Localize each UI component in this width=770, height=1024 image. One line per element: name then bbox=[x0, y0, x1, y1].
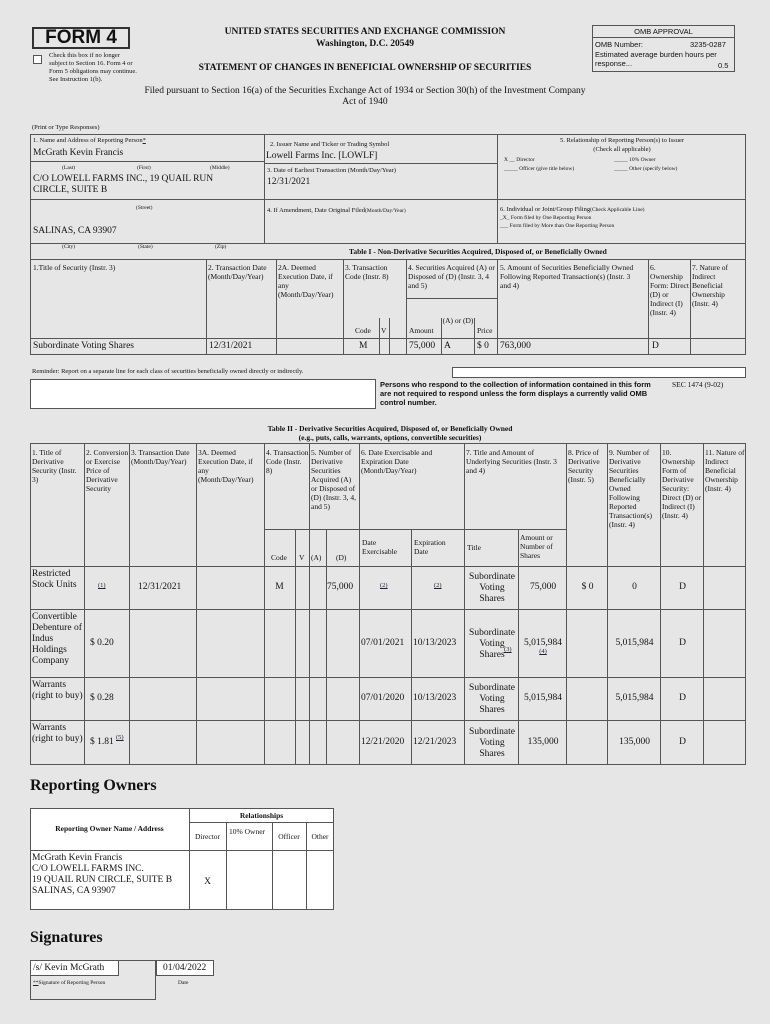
t2-h-title: Title bbox=[467, 543, 481, 552]
t1-row-date: 12/31/2021 bbox=[209, 341, 253, 351]
t2-row-deriv-price: $ 0 bbox=[581, 582, 594, 592]
first-label: (First) bbox=[137, 165, 151, 171]
t2-row-price-footnote: (1) bbox=[98, 582, 106, 589]
signature-date-label: Date bbox=[178, 980, 189, 986]
t2-row-owned: 5,015,984 bbox=[615, 638, 654, 648]
last-label: (Last) bbox=[62, 165, 76, 171]
t1-h-code: Code bbox=[355, 326, 371, 335]
owner-officer-header: Officer bbox=[278, 832, 300, 841]
owner-ten-pct-header: 10% Owner bbox=[229, 827, 266, 836]
t1-row-form: D bbox=[652, 341, 659, 351]
t2-row-fn-under: (3) bbox=[504, 646, 512, 653]
box6-label: 6. Individual or Joint/Group Filing(Check Applicable Line) bbox=[500, 206, 645, 213]
t2-h5: 5. Number of Derivative Securities Acquired (A) or Disposed of (D) (Instr. 3, 4, and 5) bbox=[311, 448, 356, 511]
t2-row-amount: 5,015,984 bbox=[524, 638, 562, 648]
t2-row-owned: 135,000 bbox=[619, 737, 650, 747]
t2-row-date-ex: 12/21/2020 bbox=[361, 737, 405, 747]
signature-label: **Signature of Reporting Person bbox=[33, 980, 106, 986]
state-label: (State) bbox=[138, 244, 153, 250]
t2-row-price: $ 0.28 bbox=[90, 693, 114, 703]
reporting-owners-heading: Reporting Owners bbox=[30, 777, 157, 794]
t2-row-form: D bbox=[679, 693, 686, 703]
box5-sub: (Check all applicable) bbox=[593, 146, 651, 153]
t1-h-amount: Amount bbox=[409, 326, 434, 335]
t2-row-form: D bbox=[679, 737, 686, 747]
box2-label: 2. Issuer Name and Ticker or Trading Symbol bbox=[270, 141, 390, 148]
omb-number-label: OMB Number: bbox=[595, 40, 643, 49]
form-name-box: FORM 4 bbox=[32, 27, 130, 49]
t2-row-underlying: Subordinate Voting Shares bbox=[469, 628, 515, 660]
omb-burden-label: Estimated average burden hours per response... bbox=[595, 50, 717, 68]
t2-row-underlying: Subordinate Voting Shares bbox=[469, 572, 515, 604]
filing-option-two[interactable]: ___ Form filed by More than One Reporting Person bbox=[500, 223, 615, 229]
t1-h7: 7. Nature of Indirect Beneficial Ownership (Instr. 4) bbox=[692, 263, 729, 308]
owner-name-address: McGrath Kevin Francis C/O LOWELL FARMS INC. 19 QUAIL RUN CIRCLE, SUITE B SALINAS, CA 93907 bbox=[32, 853, 173, 896]
omb-burden-value: 0.5 bbox=[718, 61, 729, 70]
reporting-person-city: SALINAS, CA 93907 bbox=[33, 226, 117, 236]
t2-h9: 9. Number of Derivative Securities Beneficially Owned Following Reported Transaction(s) (Instr. 4) bbox=[609, 448, 653, 529]
t1-h5: 5. Amount of Securities Beneficially Owned Following Reported Transaction(s) (Instr. 3 and 4) bbox=[500, 263, 634, 290]
t2-h3a: 3A. Deemed Execution Date, if any (Month/Day/Year) bbox=[198, 448, 254, 484]
agency-title: UNITED STATES SECURITIES AND EXCHANGE COMMISSION bbox=[224, 27, 506, 37]
t2-row-d: 75,000 bbox=[327, 582, 354, 592]
officer-check[interactable]: _____ Officer (give title below) bbox=[504, 166, 575, 172]
statement-title: STATEMENT OF CHANGES IN BENEFICIAL OWNERSHIP OF SECURITIES bbox=[198, 63, 532, 73]
city-label: (City) bbox=[62, 244, 76, 250]
t1-row-title: Subordinate Voting Shares bbox=[33, 341, 134, 351]
t2-row-date: 12/31/2021 bbox=[138, 582, 182, 592]
t2-h4: 4. Transaction Code (Instr. 8) bbox=[266, 448, 309, 475]
t2-row-owned: 5,015,984 bbox=[615, 693, 654, 703]
t2-row-title: Warrants (right to buy) bbox=[32, 680, 83, 701]
table2-title: Table II - Derivative Securities Acquired, Disposed of, or Beneficially Owned bbox=[267, 424, 513, 433]
box1-label: 1. Name and Address of Reporting Person* bbox=[33, 137, 146, 144]
t2-h-d: (D) bbox=[336, 553, 347, 562]
t2-row-fn-amount: (4) bbox=[539, 648, 547, 655]
t2-h-a: (A) bbox=[311, 553, 322, 562]
t2-h-amount-shares: Amount or Number of Shares bbox=[520, 533, 553, 560]
sec-number: SEC 1474 (9-02) bbox=[672, 380, 724, 389]
t2-row-code: M bbox=[275, 582, 284, 592]
t1-row-amount: 75,000 bbox=[409, 341, 436, 351]
t2-row-underlying: Subordinate Voting Shares bbox=[469, 683, 515, 715]
t2-h10: 10. Ownership Form of Derivative Security: Direct (D) or Indirect (I) (Instr. 4) bbox=[662, 448, 702, 520]
t2-h11: 11. Nature of Indirect Beneficial Ownership (Instr. 4) bbox=[705, 448, 745, 493]
issuer-name: Lowell Farms Inc. [LOWLF] bbox=[266, 151, 378, 161]
t2-h1: 1. Title of Derivative Security (Instr. 3) bbox=[32, 448, 77, 484]
other-check[interactable]: _____ Other (specify below) bbox=[614, 166, 678, 172]
signature-date: 01/04/2022 bbox=[163, 963, 207, 973]
reporting-person-name: McGrath Kevin Francis bbox=[33, 148, 124, 158]
t1-h-price: Price bbox=[477, 326, 493, 335]
box4-label: 4. If Amendment, Date Original Filed(Month/Day/Year) bbox=[267, 207, 406, 214]
omb-number-value: 3235-0287 bbox=[690, 40, 726, 49]
t2-row-title: Convertible Debenture of Indus Holdings Company bbox=[32, 612, 82, 666]
t2-row-form: D bbox=[679, 582, 686, 592]
t1-h2: 2. Transaction Date (Month/Day/Year) bbox=[208, 263, 267, 281]
omb-title: OMB APPROVAL bbox=[634, 27, 693, 36]
t2-h3: 3. Transaction Date (Month/Day/Year) bbox=[131, 448, 190, 466]
box3-label: 3. Date of Earliest Transaction (Month/Day/Year) bbox=[267, 167, 396, 174]
t2-row-underlying: Subordinate Voting Shares bbox=[469, 727, 515, 759]
t2-h-code: Code bbox=[271, 553, 287, 562]
reminder-box bbox=[452, 367, 746, 378]
t2-h2: 2. Conversion or Exercise Price of Derivative Security bbox=[86, 448, 129, 493]
box5-label: 5. Relationship of Reporting Person(s) to Issuer bbox=[559, 137, 685, 144]
t2-row-price: $ 0.20 bbox=[90, 638, 114, 648]
t2-row-date-ex: 07/01/2020 bbox=[361, 693, 405, 703]
t2-row-amount: 75,000 bbox=[529, 582, 557, 592]
t1-row-price: $ 0 bbox=[477, 341, 489, 351]
print-type-note: (Print or Type Responses) bbox=[32, 124, 100, 131]
t2-h7: 7. Title and Amount of Underlying Securities (Instr. 3 and 4) bbox=[466, 448, 557, 475]
t2-h-date-ex: Date Exercisable bbox=[362, 538, 397, 556]
t2-row-form: D bbox=[679, 638, 686, 648]
t2-row-title: Restricted Stock Units bbox=[32, 569, 77, 590]
t2-row-price-footnote: (5) bbox=[116, 734, 124, 741]
t1-h2a: 2A. Deemed Execution Date, if any (Month/Day/Year) bbox=[278, 263, 334, 299]
t2-row-owned: 0 bbox=[632, 582, 637, 592]
table2-subtitle: (e.g., puts, calls, warrants, options, convertible securities) bbox=[298, 433, 482, 442]
owner-director-header: Director bbox=[195, 832, 220, 841]
t2-row-amount: 5,015,984 bbox=[524, 693, 562, 703]
director-check[interactable]: X __ Director bbox=[504, 157, 535, 163]
t2-h6: 6. Date Exercisable and Expiration Date (Month/Day/Year) bbox=[361, 448, 433, 475]
table1-title: Table I - Non-Derivative Securities Acquired, Disposed of, or Beneficially Owned bbox=[349, 247, 607, 256]
t2-h8: 8. Price of Derivative Security (Instr. 5) bbox=[568, 448, 600, 484]
t1-row-owned: 763,000 bbox=[500, 341, 531, 351]
t1-h6: 6. Ownership Form: Direct (D) or Indirect (I) (Instr. 4) bbox=[650, 263, 689, 317]
relationships-header: Relationships bbox=[239, 811, 284, 820]
t2-row-exp: 12/21/2023 bbox=[413, 737, 457, 747]
signature-value: /s/ Kevin McGrath bbox=[33, 963, 105, 973]
reminder-text: Reminder: Report on a separate line for each class of securities beneficially owned directly or indirectly. bbox=[32, 368, 304, 375]
filing-option-one[interactable]: _X_ Form filed by One Reporting Person bbox=[500, 215, 592, 221]
t2-row-amount: 135,000 bbox=[527, 737, 559, 747]
middle-label: (Middle) bbox=[210, 165, 230, 171]
t1-h4: 4. Securities Acquired (A) or Disposed of (D) (Instr. 3, 4 and 5) bbox=[408, 263, 495, 290]
t2-row-date-ex: 07/01/2021 bbox=[361, 638, 405, 648]
t2-row-fn-ex: (2) bbox=[380, 582, 388, 589]
reporting-person-address: C/O LOWELL FARMS INC., 19 QUAIL RUN CIRCLE, SUITE B bbox=[33, 174, 214, 195]
t1-h1: 1.Title of Security (Instr. 3) bbox=[33, 263, 116, 272]
zip-label: (Zip) bbox=[215, 244, 227, 250]
t2-row-exp: 10/13/2023 bbox=[413, 693, 457, 703]
street-label: (Street) bbox=[136, 205, 153, 211]
t2-h-exp: Expiration Date bbox=[414, 538, 446, 556]
persons-notice: Persons who respond to the collection of information contained in this form are not required to respond unless the form displays a currently valid OMB control number. bbox=[380, 380, 651, 407]
t2-row-price: $ 1.81 bbox=[90, 737, 114, 747]
filed-pursuant-text: Filed pursuant to Section 16(a) of the Securities Exchange Act of 1934 or Section 30(h) of the Investment Company Act of 1940 bbox=[144, 86, 586, 107]
agency-address: Washington, D.C. 20549 bbox=[316, 39, 414, 49]
owner-other-header: Other bbox=[311, 832, 329, 841]
ten-percent-check[interactable]: _____ 10% Owner bbox=[614, 157, 656, 163]
t2-row-fn-exp: (2) bbox=[434, 582, 442, 589]
t1-row-aord: A bbox=[444, 341, 451, 351]
t2-row-exp: 10/13/2023 bbox=[413, 638, 457, 648]
t1-h3: 3. Transaction Code (Instr. 8) bbox=[345, 263, 389, 281]
t1-h-v: V bbox=[381, 326, 387, 335]
earliest-transaction-date: 12/31/2021 bbox=[267, 177, 311, 187]
t1-h-aord: (A) or (D) bbox=[442, 316, 474, 325]
checkbox-instruction-text: Check this box if no longer subject to Section 16. Form 4 or Form 5 obligations may continue. See Instruction 1(b). bbox=[49, 52, 137, 83]
signatures-heading: Signatures bbox=[30, 929, 103, 946]
t2-row-title: Warrants (right to buy) bbox=[32, 723, 83, 744]
owner-director-mark: X bbox=[204, 877, 211, 887]
owner-name-header: Reporting Owner Name / Address bbox=[55, 824, 164, 833]
t1-row-code: M bbox=[359, 341, 368, 351]
no-longer-subject-checkbox[interactable] bbox=[33, 55, 42, 64]
reminder-left-box bbox=[30, 379, 376, 409]
t2-h-v: V bbox=[299, 553, 305, 562]
